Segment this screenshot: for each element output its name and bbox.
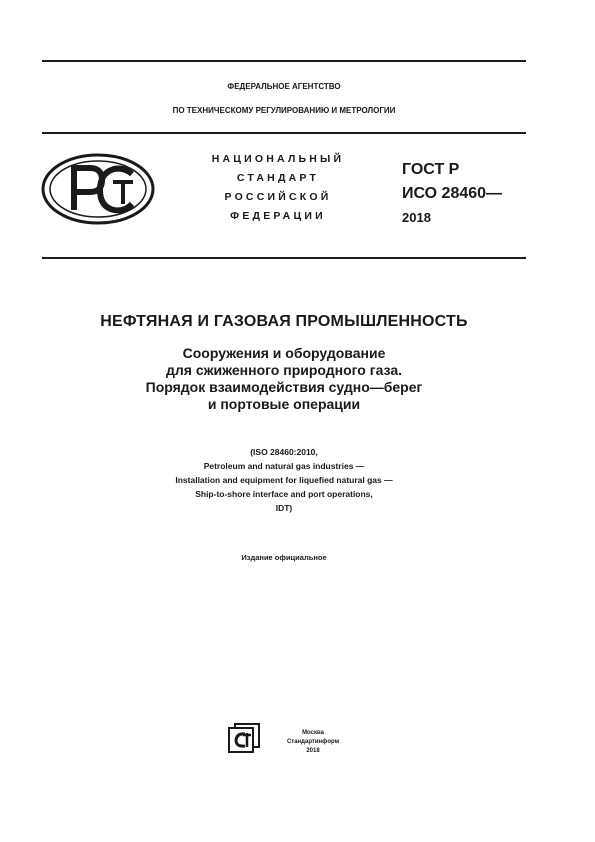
national-line-3: РОССИЙСКОЙ [224,191,332,203]
iso-line-3: Installation and equipment for liquefied natural gas — [175,475,393,485]
publisher-year: 2018 [306,748,320,754]
iso-reference [42,445,526,515]
designation-line-2: ИСО 28460— [402,185,503,202]
iso-line-1: (ISO 28460:2010, [250,447,318,457]
iso-line-2: Petroleum and natural gas industries — [203,461,365,471]
standartinform-logo-icon [228,723,260,753]
document-title: НЕФТЯНАЯ И ГАЗОВАЯ ПРОМЫШЛЕННОСТЬ [100,313,468,330]
publisher-block [268,729,358,756]
document-subtitle [42,345,526,413]
iso-line-5: IDT) [275,503,293,513]
subtitle-line-2: для сжиженного природного газа. [166,362,402,378]
national-standard-block [178,150,378,226]
top-rule [42,60,526,62]
national-line-1: НАЦИОНАЛЬНЫЙ [211,153,345,165]
edition-note: Издание официальное [241,553,327,562]
national-line-2: СТАНДАРТ [236,172,320,184]
subtitle-line-4: и портовые операции [207,396,361,412]
subtitle-line-3: Порядок взаимодействия судно—берег [145,379,423,395]
rst-emblem-icon [40,152,156,226]
designation-rule [42,257,526,259]
header-rule [42,132,526,134]
designation-year: 2018 [402,210,431,225]
standard-designation [402,158,502,230]
designation-line-1: ГОСТ Р [402,161,460,178]
iso-line-4: Ship-to-shore interface and port operations, [195,489,373,499]
subtitle-line-1: Сооружения и оборудование [182,345,386,361]
publisher-name: Стандартинформ [286,739,340,745]
publisher-city: Москва [302,730,324,736]
agency-line-1: ФЕДЕРАЛЬНОЕ АГЕНТСТВО [227,82,341,91]
agency-line-2: ПО ТЕХНИЧЕСКОМУ РЕГУЛИРОВАНИЮ И МЕТРОЛОГИИ [172,106,396,115]
national-line-4: ФЕДЕРАЦИИ [230,210,326,222]
